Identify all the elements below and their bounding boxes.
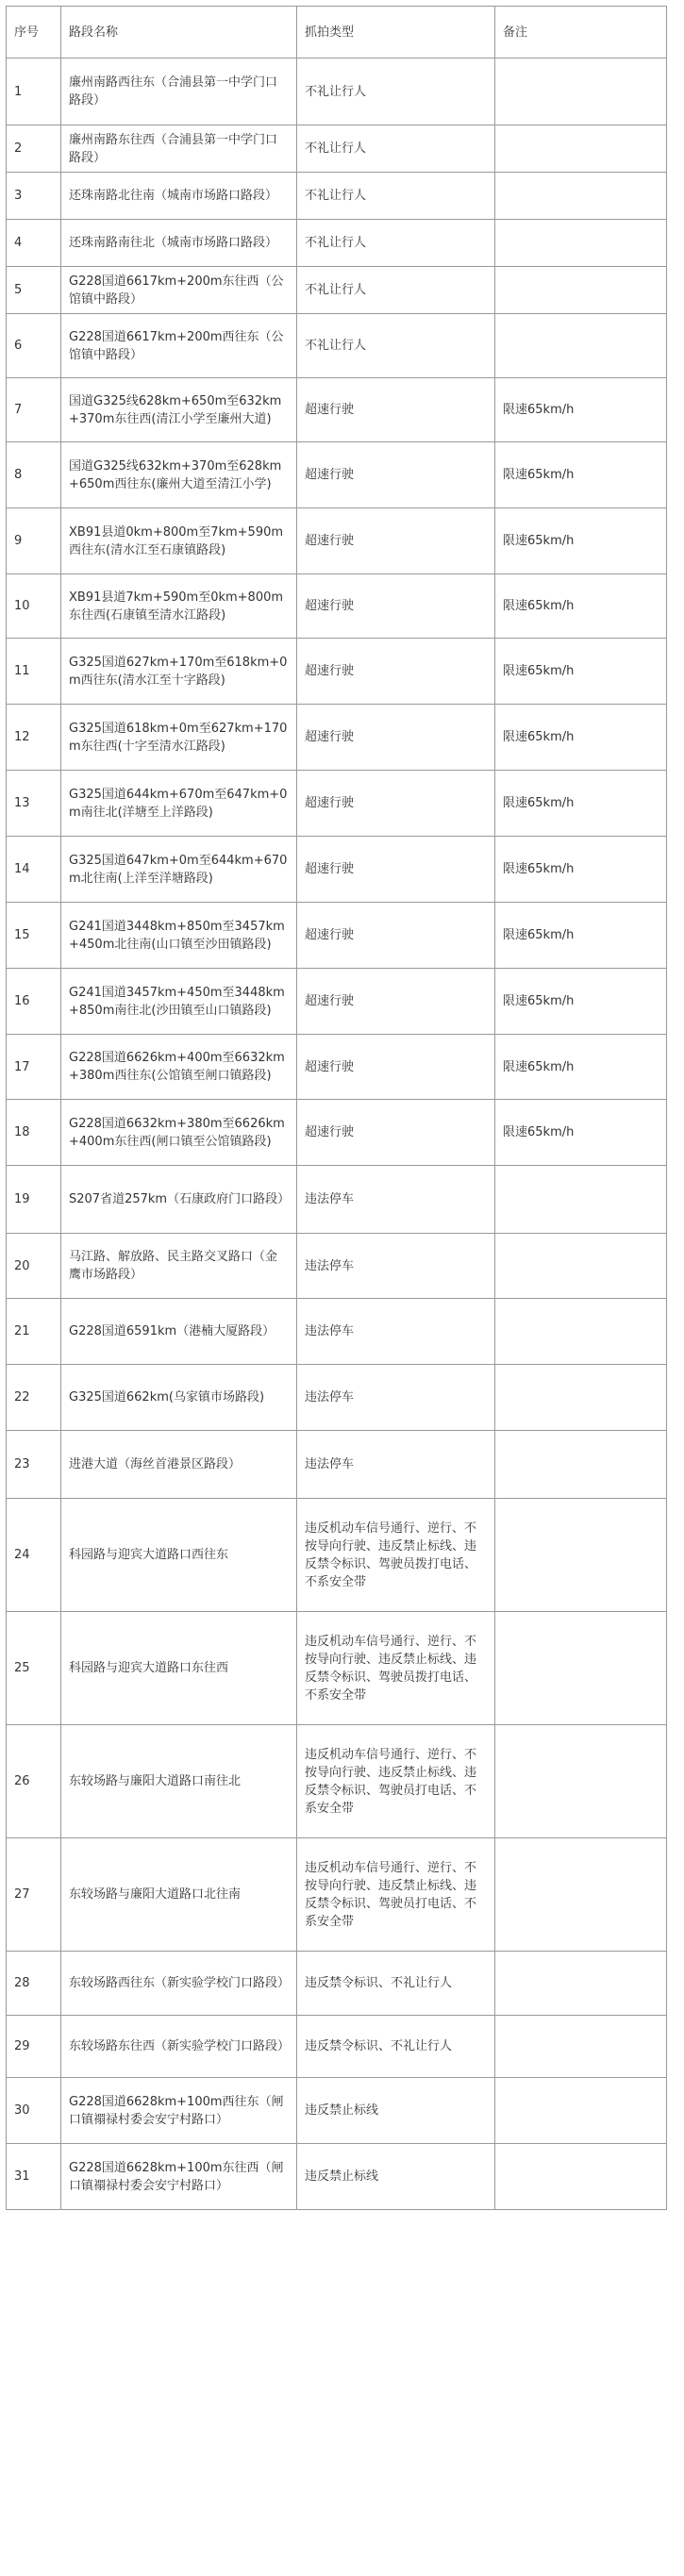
cell-type: 超速行驶: [297, 837, 495, 903]
cell-note: [495, 2078, 667, 2144]
cell-road: S207省道257km（石康政府门口路段）: [61, 1166, 297, 1234]
cell-type: 违法停车: [297, 1365, 495, 1431]
cell-note: 限速65km/h: [495, 442, 667, 508]
cell-no: 19: [7, 1166, 61, 1234]
table-row: [7, 771, 667, 837]
cell-no: 10: [7, 574, 61, 639]
cell-no: 13: [7, 771, 61, 837]
cell-note: 限速65km/h: [495, 771, 667, 837]
table-row: [7, 2078, 667, 2144]
cell-type: 不礼让行人: [297, 58, 495, 125]
cell-type: 违法停车: [297, 1299, 495, 1365]
cell-no: 21: [7, 1299, 61, 1365]
table-row: [7, 2144, 667, 2210]
header-type: 抓拍类型: [297, 7, 495, 58]
cell-note: [495, 220, 667, 267]
cell-type: 超速行驶: [297, 903, 495, 969]
cell-road: 国道G325线628km+650m至632km+370m东往西(清江小学至廉州大道): [61, 378, 297, 442]
cell-no: 25: [7, 1612, 61, 1725]
cell-type: 违法停车: [297, 1166, 495, 1234]
table-row: [7, 442, 667, 508]
table-row: [7, 1725, 667, 1838]
table-row: [7, 267, 667, 314]
table-row: [7, 1100, 667, 1166]
cell-no: 28: [7, 1952, 61, 2016]
cell-type: 超速行驶: [297, 1100, 495, 1166]
cell-note: 限速65km/h: [495, 903, 667, 969]
cell-type: 不礼让行人: [297, 314, 495, 378]
cell-note: [495, 1838, 667, 1952]
cell-no: 1: [7, 58, 61, 125]
cell-type: 超速行驶: [297, 378, 495, 442]
cell-road: 东较场路与廉阳大道路口南往北: [61, 1725, 297, 1838]
cell-road: 东较场路东往西（新实验学校门口路段）: [61, 2016, 297, 2078]
cell-type: 超速行驶: [297, 574, 495, 639]
cell-note: 限速65km/h: [495, 1035, 667, 1100]
header-no: 序号: [7, 7, 61, 58]
cell-type: 不礼让行人: [297, 267, 495, 314]
cell-no: 30: [7, 2078, 61, 2144]
cell-road: XB91县道7km+590m至0km+800m东往西(石康镇至清水江路段): [61, 574, 297, 639]
cell-type: 不礼让行人: [297, 125, 495, 173]
cell-no: 15: [7, 903, 61, 969]
cell-no: 18: [7, 1100, 61, 1166]
cell-note: 限速65km/h: [495, 574, 667, 639]
cell-no: 23: [7, 1431, 61, 1499]
cell-no: 14: [7, 837, 61, 903]
cell-type: 违反机动车信号通行、逆行、不按导向行驶、违反禁止标线、违反禁令标识、驾驶员打电话、不系安全带: [297, 1838, 495, 1952]
cell-note: [495, 2144, 667, 2210]
table-row: [7, 969, 667, 1035]
cell-type: 超速行驶: [297, 442, 495, 508]
cell-no: 17: [7, 1035, 61, 1100]
cell-note: [495, 1299, 667, 1365]
cell-type: 违反禁止标线: [297, 2144, 495, 2210]
cell-type: 超速行驶: [297, 508, 495, 574]
cell-note: 限速65km/h: [495, 969, 667, 1035]
cell-type: 违反机动车信号通行、逆行、不按导向行驶、违反禁止标线、违反禁令标识、驾驶员拨打电话、不系安全带: [297, 1612, 495, 1725]
cell-type: 违反禁令标识、不礼让行人: [297, 1952, 495, 2016]
cell-no: 4: [7, 220, 61, 267]
cell-no: 5: [7, 267, 61, 314]
cell-note: [495, 125, 667, 173]
cell-road: G325国道627km+170m至618km+0m西往东(清水江至十字路段): [61, 639, 297, 705]
cell-type: 不礼让行人: [297, 220, 495, 267]
cell-note: 限速65km/h: [495, 705, 667, 771]
table-row: [7, 173, 667, 220]
cell-road: G325国道618km+0m至627km+170m东往西(十字至清水江路段): [61, 705, 297, 771]
cell-note: [495, 1234, 667, 1299]
table-row: [7, 1612, 667, 1725]
table-row: [7, 58, 667, 125]
table-row: [7, 314, 667, 378]
cell-no: 2: [7, 125, 61, 173]
cell-type: 违反禁令标识、不礼让行人: [297, 2016, 495, 2078]
table-row: [7, 220, 667, 267]
cell-note: [495, 1952, 667, 2016]
cell-type: 违法停车: [297, 1431, 495, 1499]
cell-road: XB91县道0km+800m至7km+590m西往东(清水江至石康镇路段): [61, 508, 297, 574]
cell-no: 24: [7, 1499, 61, 1612]
table-row: [7, 125, 667, 173]
table-row: [7, 837, 667, 903]
cell-road: 东较场路与廉阳大道路口北往南: [61, 1838, 297, 1952]
cell-road: 国道G325线632km+370m至628km+650m西往东(廉州大道至清江小学): [61, 442, 297, 508]
cell-note: [495, 58, 667, 125]
table-row: [7, 574, 667, 639]
cell-road: 进港大道（海丝首港景区路段）: [61, 1431, 297, 1499]
cell-type: 违反禁止标线: [297, 2078, 495, 2144]
cell-note: [495, 1499, 667, 1612]
cell-road: G228国道6632km+380m至6626km+400m东往西(闸口镇至公馆镇路段): [61, 1100, 297, 1166]
cell-road: 科园路与迎宾大道路口东往西: [61, 1612, 297, 1725]
cell-no: 20: [7, 1234, 61, 1299]
table-row: [7, 1299, 667, 1365]
cell-note: [495, 173, 667, 220]
cell-no: 11: [7, 639, 61, 705]
cell-road: 科园路与迎宾大道路口西往东: [61, 1499, 297, 1612]
cell-note: [495, 1612, 667, 1725]
cell-type: 违法停车: [297, 1234, 495, 1299]
cell-type: 不礼让行人: [297, 173, 495, 220]
table-row: [7, 1952, 667, 2016]
cell-note: 限速65km/h: [495, 378, 667, 442]
cell-no: 6: [7, 314, 61, 378]
cell-no: 22: [7, 1365, 61, 1431]
cell-road: G228国道6617km+200m东往西（公馆镇中路段）: [61, 267, 297, 314]
cell-no: 16: [7, 969, 61, 1035]
cell-road: G228国道6591km（港楠大厦路段）: [61, 1299, 297, 1365]
table-row: [7, 1035, 667, 1100]
cell-note: [495, 1725, 667, 1838]
cell-road: 马江路、解放路、民主路交叉路口（金鹰市场路段）: [61, 1234, 297, 1299]
cell-type: 超速行驶: [297, 969, 495, 1035]
cell-note: [495, 1431, 667, 1499]
table-row: [7, 1365, 667, 1431]
camera-locations-table: [6, 6, 667, 2210]
table-row: [7, 705, 667, 771]
header-road: 路段名称: [61, 7, 297, 58]
cell-type: 违反机动车信号通行、逆行、不按导向行驶、违反禁止标线、违反禁令标识、驾驶员拨打电话、不系安全带: [297, 1499, 495, 1612]
table-row: [7, 1166, 667, 1234]
cell-type: 超速行驶: [297, 705, 495, 771]
cell-no: 3: [7, 173, 61, 220]
cell-road: G228国道6628km+100m西往东（闸口镇禤禄村委会安宁村路口）: [61, 2078, 297, 2144]
cell-road: 东较场路西往东（新实验学校门口路段）: [61, 1952, 297, 2016]
cell-type: 违反机动车信号通行、逆行、不按导向行驶、违反禁止标线、违反禁令标识、驾驶员打电话、不系安全带: [297, 1725, 495, 1838]
cell-no: 26: [7, 1725, 61, 1838]
cell-road: G325国道662km(乌家镇市场路段): [61, 1365, 297, 1431]
cell-road: 廉州南路西往东（合浦县第一中学门口路段）: [61, 58, 297, 125]
cell-no: 27: [7, 1838, 61, 1952]
cell-note: 限速65km/h: [495, 508, 667, 574]
cell-note: [495, 267, 667, 314]
header-row: [7, 7, 667, 58]
table-row: [7, 1431, 667, 1499]
cell-road: 还珠南路北往南（城南市场路口路段）: [61, 173, 297, 220]
header-note: 备注: [495, 7, 667, 58]
cell-note: 限速65km/h: [495, 639, 667, 705]
table-row: [7, 2016, 667, 2078]
cell-type: 超速行驶: [297, 1035, 495, 1100]
cell-road: G228国道6626km+400m至6632km+380m西往东(公馆镇至闸口镇路段): [61, 1035, 297, 1100]
table-row: [7, 1838, 667, 1952]
cell-road: G325国道647km+0m至644km+670m北往南(上洋至洋塘路段): [61, 837, 297, 903]
cell-note: [495, 2016, 667, 2078]
cell-note: [495, 1166, 667, 1234]
table-row: [7, 1499, 667, 1612]
cell-no: 9: [7, 508, 61, 574]
cell-road: 廉州南路东往西（合浦县第一中学门口路段）: [61, 125, 297, 173]
cell-no: 12: [7, 705, 61, 771]
cell-road: G228国道6628km+100m东往西（闸口镇禤禄村委会安宁村路口）: [61, 2144, 297, 2210]
cell-road: G228国道6617km+200m西往东（公馆镇中路段）: [61, 314, 297, 378]
cell-no: 7: [7, 378, 61, 442]
cell-type: 超速行驶: [297, 771, 495, 837]
table-row: [7, 378, 667, 442]
cell-road: G241国道3457km+450m至3448km+850m南往北(沙田镇至山口镇路段): [61, 969, 297, 1035]
cell-note: 限速65km/h: [495, 837, 667, 903]
cell-road: G241国道3448km+850m至3457km+450m北往南(山口镇至沙田镇路段): [61, 903, 297, 969]
table-row: [7, 508, 667, 574]
cell-note: [495, 1365, 667, 1431]
cell-note: [495, 314, 667, 378]
cell-no: 29: [7, 2016, 61, 2078]
cell-note: 限速65km/h: [495, 1100, 667, 1166]
cell-road: 还珠南路南往北（城南市场路口路段）: [61, 220, 297, 267]
cell-no: 31: [7, 2144, 61, 2210]
cell-no: 8: [7, 442, 61, 508]
table-row: [7, 639, 667, 705]
table-row: [7, 1234, 667, 1299]
table-row: [7, 903, 667, 969]
cell-type: 超速行驶: [297, 639, 495, 705]
table-container: [6, 6, 667, 2210]
cell-road: G325国道644km+670m至647km+0m南往北(洋塘至上洋路段): [61, 771, 297, 837]
